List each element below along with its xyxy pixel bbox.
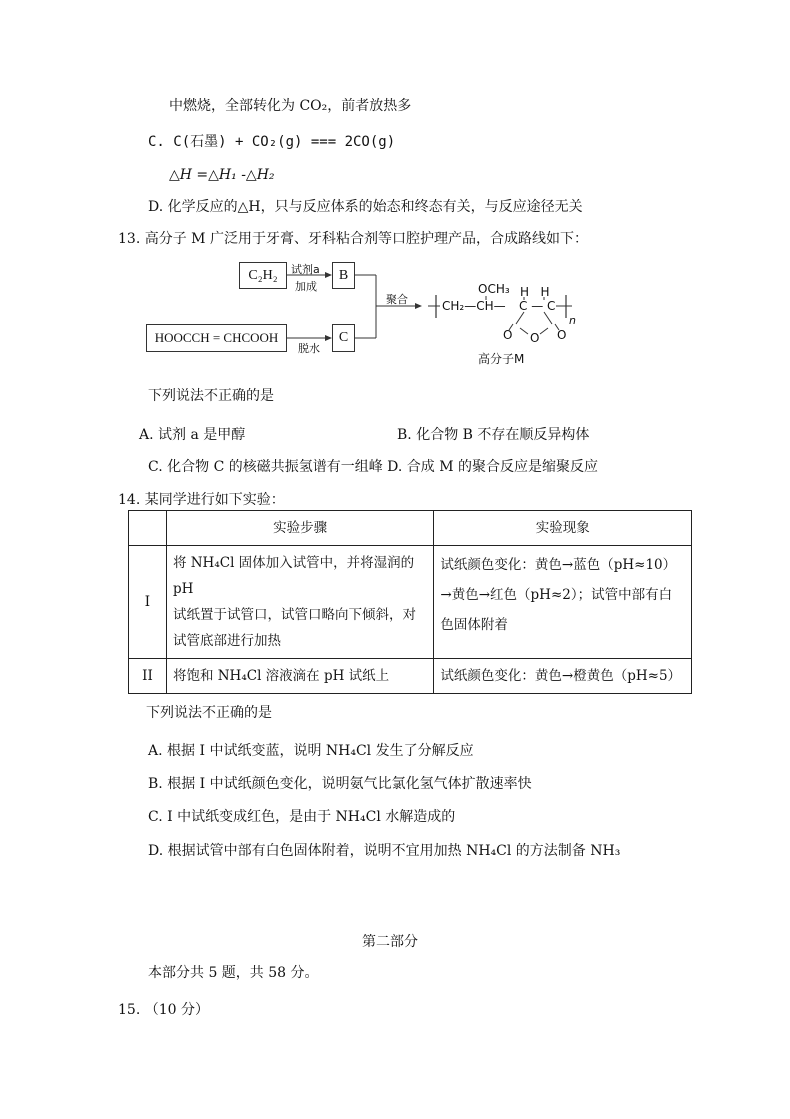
row-label-i: I bbox=[129, 546, 167, 659]
row-i-steps bbox=[166, 546, 433, 659]
arrowhead-polymer bbox=[415, 303, 422, 309]
q14-option-d: D. 根据试管中部有白色固体附着，说明不宜用加热 NH₄Cl 的方法制备 NH₃ bbox=[148, 843, 621, 859]
q14-stem: 14. 某同学进行如下实验： bbox=[118, 492, 285, 508]
header-steps: 实验步骤 bbox=[166, 511, 433, 546]
polymer-n: n bbox=[569, 314, 576, 327]
table-header-row bbox=[129, 511, 692, 546]
experiment-table bbox=[128, 510, 692, 694]
row-i-steps-line: 试纸置于试管口，试管口略向下倾斜，对 bbox=[172, 607, 416, 623]
q13-option-c-d: C. 化合物 C 的核磁共振氢谱有一组峰 D. 合成 M 的聚合反应是缩聚反应 bbox=[148, 459, 599, 475]
addition-label: 加成 bbox=[295, 280, 317, 293]
q13-question: 下列说法不正确的是 bbox=[148, 388, 274, 404]
polymerize-label: 聚合 bbox=[386, 293, 408, 306]
polymer-m-caption: 高分子M bbox=[478, 352, 525, 366]
row-i-phen-line: 色固体附着 bbox=[440, 617, 508, 633]
compound-b-box: B bbox=[332, 262, 355, 289]
table-row bbox=[129, 546, 692, 659]
q14-option-a: A. 根据 I 中试纸变蓝，说明 NH₄Cl 发生了分解反应 bbox=[148, 743, 474, 759]
table-row bbox=[129, 659, 692, 694]
row-i-phen-line: 试纸颜色变化：黄色→蓝色（pH≈10） bbox=[440, 557, 677, 573]
maleic-acid-box: HOOCCH = CHCOOH bbox=[146, 324, 287, 352]
row-ii-steps: 将饱和 NH₄Cl 溶液滴在 pH 试纸上 bbox=[166, 659, 433, 694]
q13-stem: 13. 高分子 M 广泛用于牙膏、牙科粘合剂等口腔护理产品，合成路线如下： bbox=[118, 231, 588, 247]
q12-option-d: D. 化学反应的△H，只与反应体系的始态和终态有关，与反应途径无关 bbox=[148, 199, 583, 215]
carbonyl-o-right: O bbox=[557, 328, 567, 342]
row-ii-phenomena: 试纸颜色变化：黄色→橙黄色（pH≈5） bbox=[434, 659, 692, 694]
arrowhead-c bbox=[325, 335, 332, 341]
q13-option-a: A. 试剂 a 是甲醇 bbox=[139, 427, 246, 443]
q15-heading: 15. （10 分） bbox=[118, 1002, 209, 1018]
compound-c-box: C bbox=[332, 324, 355, 352]
row-i-phenomena bbox=[434, 546, 692, 659]
row-i-steps-line: 将 NH₄Cl 固体加入试管中，并将湿润的 bbox=[172, 555, 415, 571]
row-label-ii: II bbox=[129, 659, 167, 694]
q12-option-c-formula: △H =△H₁ -△H₂ bbox=[169, 167, 275, 183]
dehydration-label: 脱水 bbox=[298, 342, 320, 355]
part-two-description: 本部分共 5 题，共 58 分。 bbox=[148, 965, 319, 981]
row-i-steps-line: 试管底部进行加热 bbox=[172, 633, 281, 649]
header-phenomena: 实验现象 bbox=[434, 511, 692, 546]
table-header-blank bbox=[129, 511, 167, 546]
polymer-ring-carbons: C — C bbox=[519, 299, 556, 313]
ring-oxygen: O bbox=[530, 331, 540, 345]
och3-group: OCH₃ bbox=[478, 282, 510, 296]
q14-question: 下列说法不正确的是 bbox=[146, 705, 272, 721]
q12-option-c: C. C(石墨) + CO₂(g) === 2CO(g) bbox=[148, 134, 396, 150]
row-i-steps-line: pH bbox=[172, 581, 194, 597]
arrowhead-b bbox=[325, 272, 332, 278]
carbonyl-o-left: O bbox=[503, 328, 513, 342]
polymer-chain: CH₂—CH— bbox=[442, 299, 506, 313]
part-two-title: 第二部分 bbox=[362, 934, 418, 950]
q14-option-c: C. I 中试纸变成红色，是由于 NH₄Cl 水解造成的 bbox=[148, 809, 456, 825]
reagent-a-label: 试剂a bbox=[291, 263, 320, 276]
q13-option-b: B. 化合物 B 不存在顺反异构体 bbox=[397, 427, 590, 443]
q14-option-b: B. 根据 I 中试纸颜色变化，说明氨气比氯化氢气体扩散速率快 bbox=[148, 776, 532, 792]
row-i-phen-line: →黄色→红色（pH≈2）；试管中部有白 bbox=[440, 587, 673, 603]
polymer-hydrogens: H H bbox=[520, 285, 550, 299]
q12-option-b-continuation: 中燃烧，全部转化为 CO₂，前者放热多 bbox=[169, 98, 412, 114]
c2h2-box: C₂H₂ bbox=[239, 262, 287, 289]
